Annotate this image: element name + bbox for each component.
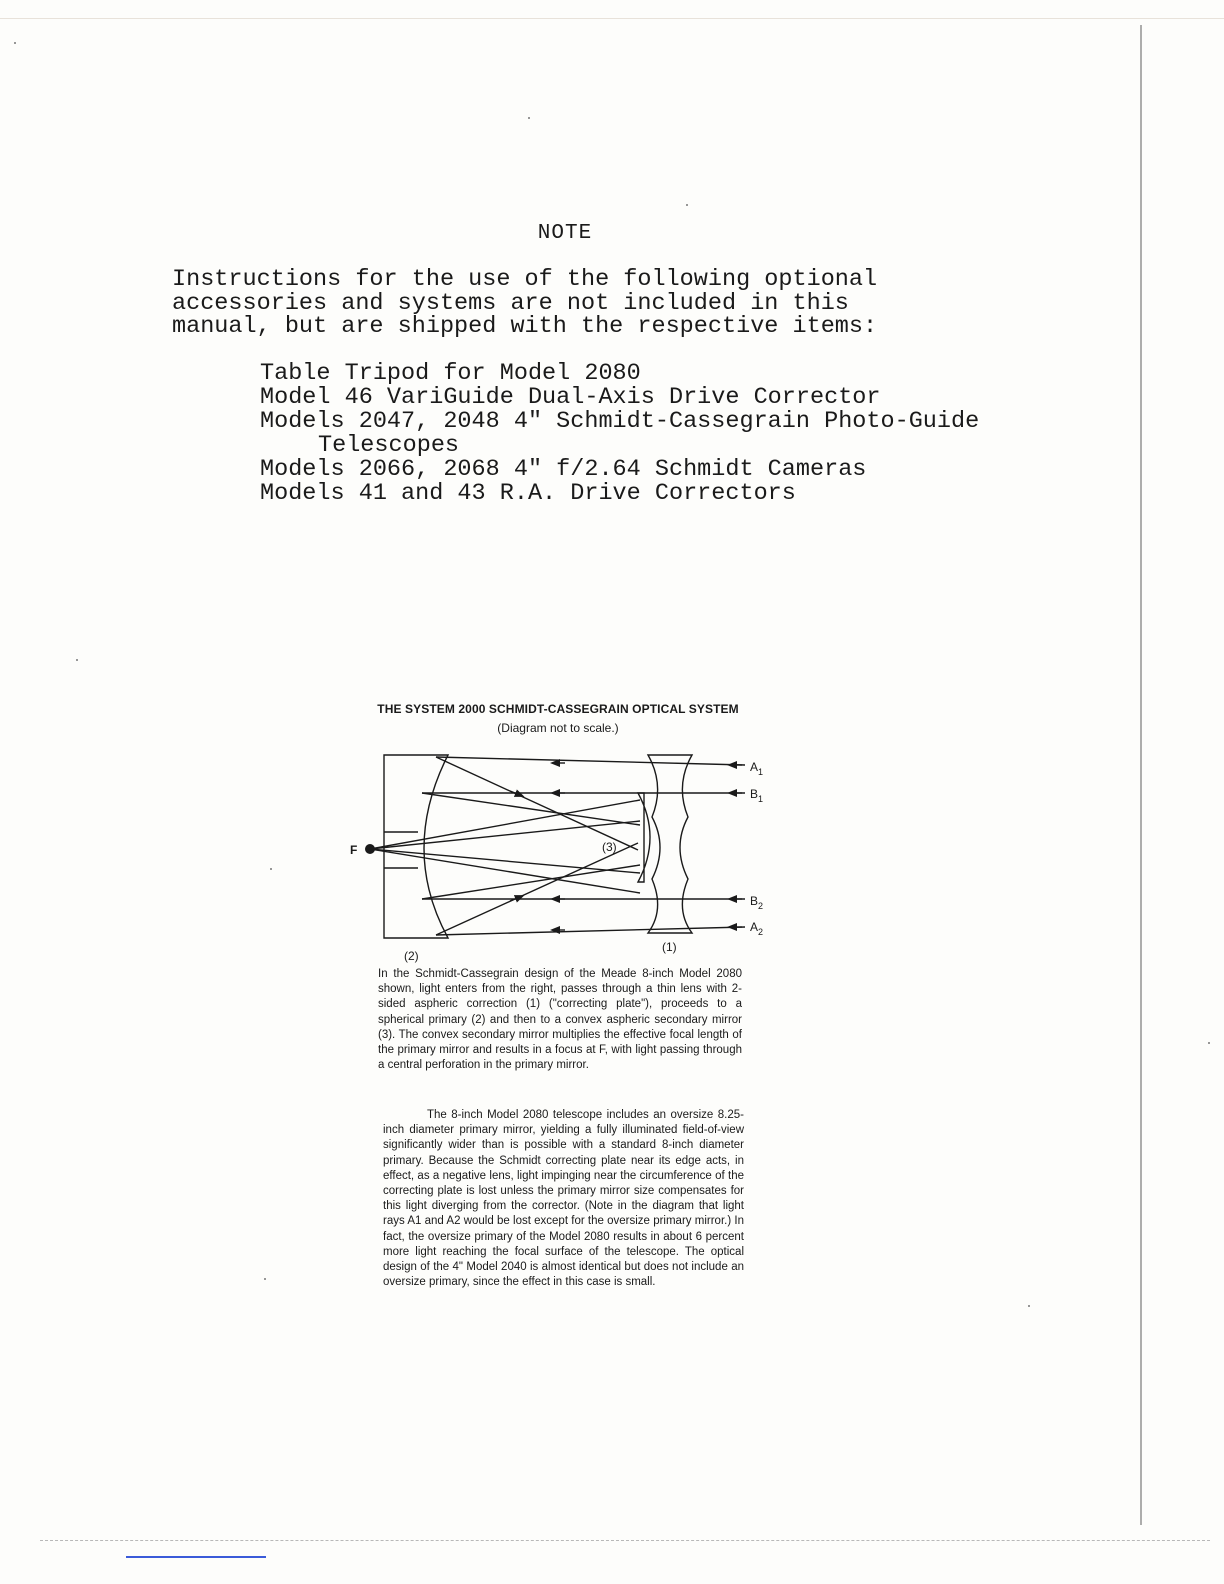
label-a1: $A_1$ bbox=[750, 760, 764, 777]
accessory-list bbox=[260, 362, 979, 506]
scan-speck bbox=[1028, 1305, 1030, 1307]
label-secondary: (3) bbox=[602, 840, 617, 854]
label-focus: F bbox=[350, 843, 358, 857]
ray-a2-reflect bbox=[436, 843, 638, 935]
scan-speck bbox=[14, 42, 16, 44]
accessory-item: Models 2047, 2048 4" Schmidt-Cassegrain Photo-Guide bbox=[260, 408, 980, 435]
label-b1: $B_1$ bbox=[750, 787, 764, 804]
accessory-item: Table Tripod for Model 2080 bbox=[260, 360, 641, 387]
ray-a2-in bbox=[436, 927, 745, 935]
scan-edge-right bbox=[1140, 25, 1142, 1525]
note-intro-line: Instructions for the use of the following optional bbox=[172, 266, 878, 293]
note-title: NOTE bbox=[537, 222, 593, 245]
figure-caption: In the Schmidt-Cassegrain design of the Meade 8-inch Model 2080 shown, light enters from the right, passes through a thin lens with 2-sided aspheric correction (1) ("correcting plate"), proceeds to a spherical primary (2) and then to a convex aspheric secondary mirror (3). The convex secondary mirror multiplies the effective focal length of the primary mirror and results in a focus at F, with light passing through a central perforation in the primary mirror. bbox=[378, 968, 742, 1072]
focus-point bbox=[365, 844, 375, 854]
secondary-mirror bbox=[638, 793, 650, 882]
accessory-item: Model 46 VariGuide Dual-Axis Drive Corrector bbox=[260, 384, 881, 411]
scan-edge-top bbox=[0, 18, 1224, 19]
scan-artifact-line bbox=[126, 1556, 266, 1558]
corrector-plate bbox=[648, 755, 692, 933]
scan-speck bbox=[270, 868, 272, 870]
scan-edge-bottom bbox=[40, 1540, 1210, 1542]
accessory-item: Models 2066, 2068 4" f/2.64 Schmidt Cameras bbox=[260, 456, 867, 483]
note-intro-line: manual, but are shipped with the respective items: bbox=[172, 313, 878, 340]
scan-speck bbox=[264, 1278, 266, 1280]
scan-speck bbox=[1208, 1042, 1210, 1044]
optical-diagram bbox=[340, 745, 790, 970]
figure-caption-continued: The 8-inch Model 2080 telescope includes an oversize 8.25-inch diameter primary mirror, yielding a fully illuminated field-of-view significantly wider than is possible with a standard 8-inch diameter primary. Because the Schmidt correcting plate near its edge acts, in effect, as a negative lens, light impinging near the circumference of the correcting plate is lost unless the primary mirror size compensates for this light diverging from the corrector. (Note in the diagram that light rays A1 and A2 would be lost except for the oversize primary mirror.) In fact, the oversize primary of the Model 2080 results in about 6 percent more light reaching the focal surface of the telescope. The optical design of the 4" Model 2040 is almost identical but does not include an oversize primary, since the effect in this case is small. bbox=[383, 1109, 744, 1289]
label-primary: (2) bbox=[404, 949, 419, 963]
scan-speck bbox=[686, 204, 688, 206]
label-corrector: (1) bbox=[662, 940, 677, 954]
note-intro-line: accessories and systems are not included in this bbox=[172, 289, 849, 317]
figure-title: THE SYSTEM 2000 SCHMIDT-CASSEGRAIN OPTICAL SYSTEM bbox=[377, 702, 739, 716]
figure-subtitle: (Diagram not to scale.) bbox=[497, 721, 619, 735]
label-a2: $A_2$ bbox=[750, 920, 764, 937]
ray-a1-reflect bbox=[436, 757, 638, 850]
accessory-item: Models 41 and 43 R.A. Drive Correctors bbox=[260, 480, 796, 507]
scan-speck bbox=[528, 117, 530, 119]
accessory-item-continuation: Telescopes bbox=[318, 432, 460, 459]
scan-speck bbox=[76, 659, 78, 661]
note-intro bbox=[172, 268, 877, 339]
ray-a1-in bbox=[436, 757, 745, 765]
label-b2: $B_2$ bbox=[750, 894, 764, 911]
